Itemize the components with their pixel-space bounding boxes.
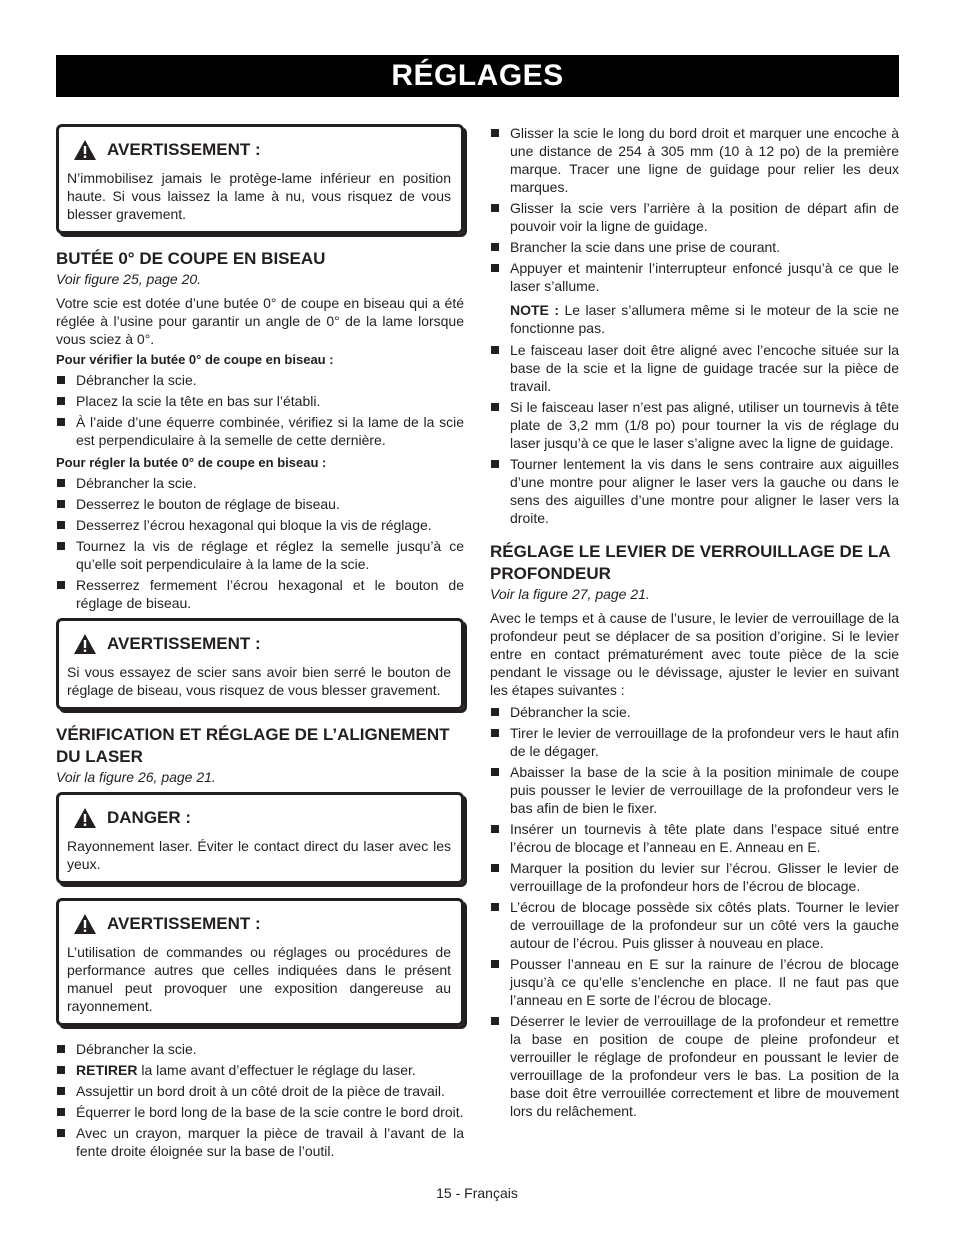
warning-box <box>56 618 464 710</box>
list-item: Appuyer et maintenir l’interrupteur enfoncé jusqu’à ce que le laser s’allume. <box>490 259 899 295</box>
list-item: Débrancher la scie. <box>56 1040 464 1058</box>
warning-triangle-icon <box>73 139 97 161</box>
list-item: Pousser l’anneau en E sur la rainure de l’écrou de blocage jusqu’à ce qu’elle s’enclenche en place. Il ne faut pas que l’anneau en E sorte de l’écrou de blocage. <box>490 955 899 1009</box>
danger-title: DANGER : <box>107 808 192 827</box>
list-item: Desserrez le bouton de réglage de biseau. <box>56 495 464 513</box>
section-heading: VÉRIFICATION ET RÉGLAGE DE L’ALIGNEMENT DU LASER <box>56 725 450 766</box>
list-item: Resserrez fermement l’écrou hexagonal et le bouton de réglage de biseau. <box>56 576 464 612</box>
page-number: 15 - Français <box>436 1185 518 1201</box>
note <box>490 301 899 337</box>
figure-reference: Voir la figure 26, page 21. <box>56 769 216 785</box>
list-item: Débrancher la scie. <box>56 474 464 492</box>
list-item-text: la lame avant d’effectuer le réglage du laser. <box>137 1062 416 1078</box>
list-item: Débrancher la scie. <box>56 371 464 389</box>
step-list <box>56 1040 464 1160</box>
list-item: Glisser la scie le long du bord droit et marquer une encoche à une distance de 254 à 305 mm (10 à 12 po) de la première marque. Tracer une ligne de guidage pour relier les deux marques. <box>490 124 899 196</box>
list-item: L’écrou de blocage possède six côtés plats. Tourner le levier de verrouillage de la profondeur sur un côté vers la gauche autour de l’écrou. Puis glisser à nouveau en place. <box>490 898 899 952</box>
note-text: Le laser s’allumera même si le moteur de la scie ne fonctionne pas. <box>510 302 899 336</box>
list-item: Si le faisceau laser n’est pas aligné, utiliser un tournevis à tête plate de 3,2 mm (1/8 po) pour tourner la vis de réglage du laser jusqu’à ce que le laser s’aligne avec la ligne de guidage. <box>490 398 899 452</box>
list-item: Déserrer le levier de verrouillage de la profondeur et remettre la base en position de coupe de pleine profondeur et verrouiller le réglage de profondeur en poussant le levier de verrouillage de la profondeur vers le bas. La position de la base doit être verrouillée correctement et libre de mouvement lors du relâchement. <box>490 1012 899 1120</box>
warning-title: AVERTISSEMENT : <box>107 140 261 159</box>
warning-triangle-icon <box>73 633 97 655</box>
list-item: Brancher la scie dans une prise de courant. <box>490 238 899 256</box>
paragraph: Votre scie est dotée d’une butée 0° de coupe en biseau qui a été réglée à l’usine pour garantir un angle de 0° de la lame lorsque vous sciez à 0°. <box>56 295 464 347</box>
note-label: NOTE : <box>510 302 559 318</box>
list-item: Le faisceau laser doit être aligné avec l’encoche située sur la base de la scie et la ligne de guidage tracée sur la pièce de travail. <box>490 341 899 395</box>
warning-text: Si vous essayez de scier sans avoir bien serré le bouton de réglage de biseau, vous risquez de vous blesser gravement. <box>67 664 451 698</box>
warning-title: AVERTISSEMENT : <box>107 634 261 653</box>
paragraph: Avec le temps et à cause de l’usure, le levier de verrouillage de la profondeur peut se déplacer de sa position d’origine. Si le levier entre en contact prématurément avec toute pièce de la scie pendant le vissage ou le dévissage, ajuster le levier en suivant les étapes suivantes : <box>490 610 899 698</box>
warning-box <box>56 124 464 234</box>
warning-text: L’utilisation de commandes ou réglages ou procédures de performance autres que celles indiquées dans le présent manuel peut provoquer une exposition dangereuse au rayonnement. <box>67 944 451 1014</box>
list-item: Tournez la vis de réglage et réglez la semelle jusqu’à ce qu’elle soit perpendiculaire à la lame de la scie. <box>56 537 464 573</box>
list-item: Placez la scie la tête en bas sur l’établi. <box>56 392 464 410</box>
figure-reference: Voir figure 25, page 20. <box>56 271 202 287</box>
warning-triangle-icon <box>73 913 97 935</box>
list-item: Glisser la scie vers l’arrière à la position de départ afin de pouvoir voir la ligne de guidage. <box>490 199 899 235</box>
right-column <box>490 124 899 1126</box>
list-item: Abaisser la base de la scie à la position minimale de coupe puis pousser le levier de verrouillage de la profondeur vers le bas afin de bien le fixer. <box>490 763 899 817</box>
list-item: Avec un crayon, marquer la pièce de travail à l’avant de la fente droite éloignée sur la base de l’outil. <box>56 1124 464 1160</box>
list-item: Débrancher la scie. <box>490 703 899 721</box>
warning-triangle-icon <box>73 807 97 829</box>
warning-title: AVERTISSEMENT : <box>107 914 261 933</box>
warning-text: N’immobilisez jamais le protège-lame inférieur en position haute. Si vous laissez la lame à nu, vous risquez de vous blesser gravement. <box>67 170 451 222</box>
list-item: Équerrer le bord long de la base de la scie contre le bord droit. <box>56 1103 464 1121</box>
section-heading: RÉGLAGE LE LEVIER DE VERROUILLAGE DE LA PROFONDEUR <box>490 542 890 583</box>
page-title: RÉGLAGES <box>56 55 899 97</box>
list-item: Insérer un tournevis à tête plate dans l’espace situé entre l’écrou de blocage et l’anneau en E. Anneau en E. <box>490 820 899 856</box>
list-item: Assujettir un bord droit à un côté droit de la pièce de travail. <box>56 1082 464 1100</box>
left-column <box>56 124 464 1166</box>
warning-box <box>56 898 464 1026</box>
list-item: Tourner lentement la vis dans le sens contraire aux aiguilles d’une montre pour aligner le laser vers la gauche ou dans le sens des aiguilles d’une montre pour aligner le laser vers la droite. <box>490 455 899 527</box>
emphasis-text: RETIRER <box>76 1062 138 1078</box>
step-list <box>56 474 464 612</box>
list-item: Tirer le levier de verrouillage de la profondeur vers le haut afin de le dégager. <box>490 724 899 760</box>
step-list <box>490 124 899 295</box>
figure-reference: Voir la figure 27, page 21. <box>490 586 650 602</box>
danger-text: Rayonnement laser. Éviter le contact direct du laser avec les yeux. <box>67 838 451 872</box>
list-item: Desserrez l’écrou hexagonal qui bloque la vis de réglage. <box>56 516 464 534</box>
step-list <box>490 703 899 1120</box>
step-list <box>56 371 464 449</box>
step-list <box>490 341 899 527</box>
subheading: Pour régler la butée 0° de coupe en biseau : <box>56 455 327 470</box>
list-item: Marquer la position du levier sur l’écrou. Glisser le levier de verrouillage de la profondeur hors de l’écrou de blocage. <box>490 859 899 895</box>
section-heading: BUTÉE 0° DE COUPE EN BISEAU <box>56 249 326 268</box>
danger-box <box>56 792 464 884</box>
list-item: À l’aide d’une équerre combinée, vérifiez si la lame de la scie est perpendiculaire à la semelle de cette dernière. <box>56 413 464 449</box>
subheading: Pour vérifier la butée 0° de coupe en biseau : <box>56 352 334 367</box>
list-item <box>56 1061 464 1079</box>
